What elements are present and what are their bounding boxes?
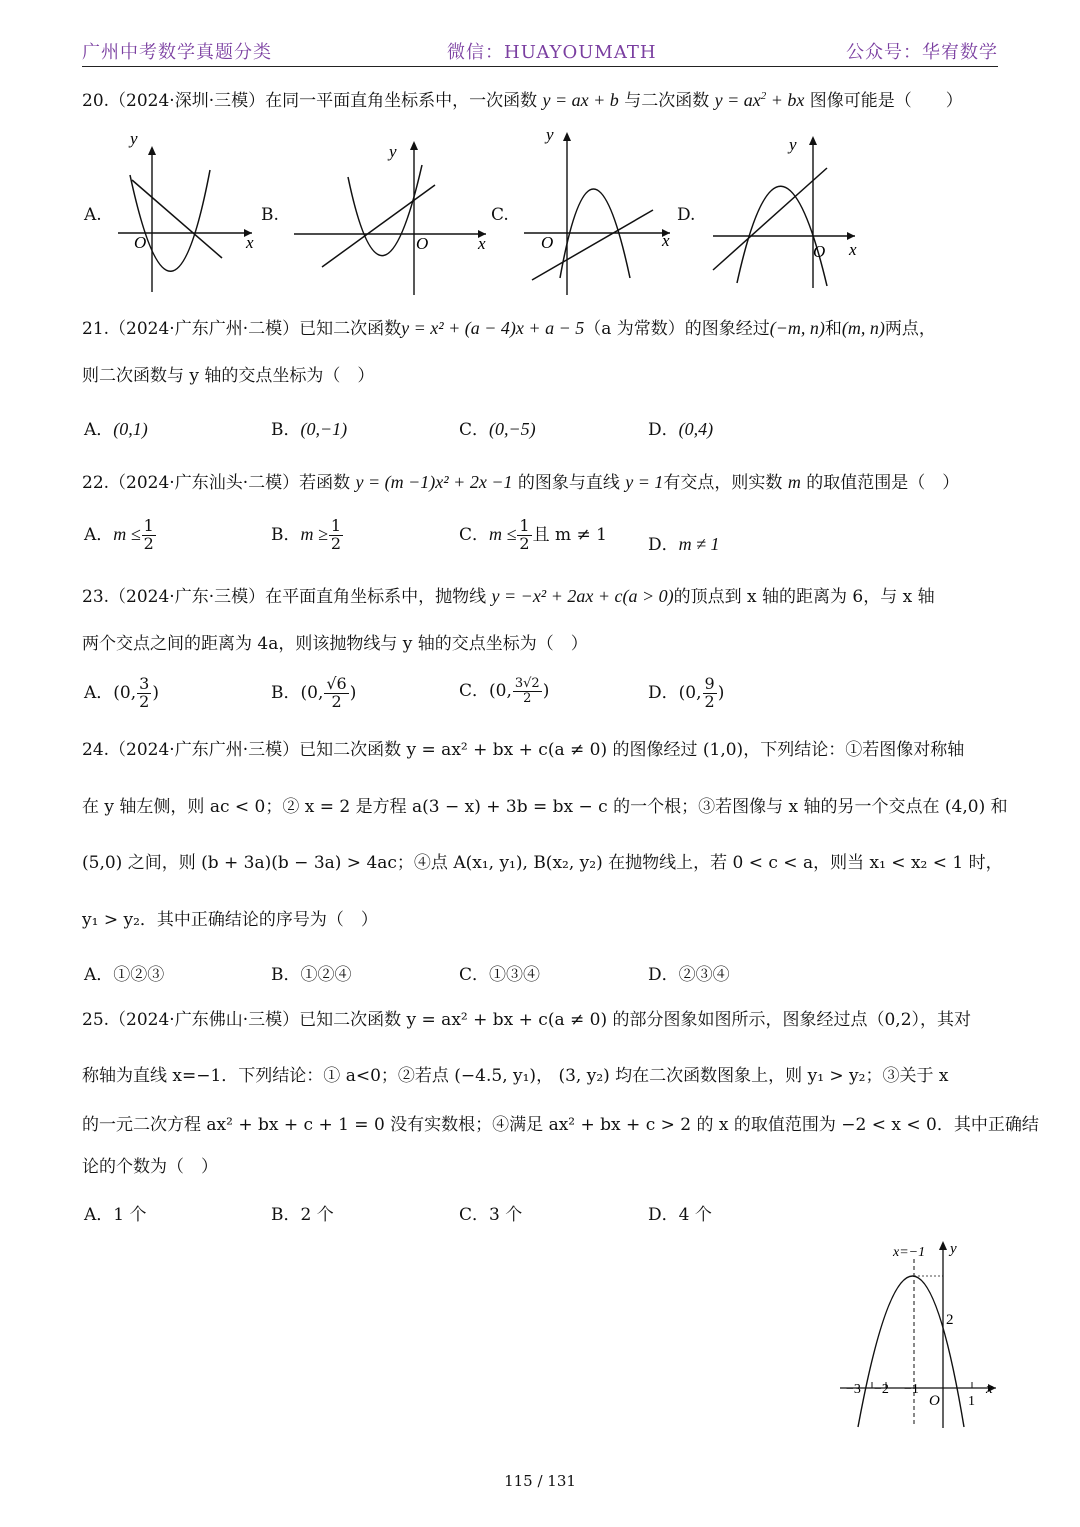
denominator: 2 — [330, 533, 342, 553]
origin-label: O — [134, 233, 147, 252]
option-prefix: (0, — [113, 682, 137, 703]
q25-parabola-figure — [836, 1235, 1006, 1430]
question-source: （2024·广东广州·三模） — [109, 740, 300, 760]
option-label: D． — [648, 1205, 679, 1225]
denominator: 2 — [139, 691, 150, 711]
q22-option-c[interactable] — [459, 518, 607, 553]
option-label: B． — [271, 1205, 301, 1225]
y-label: y — [546, 125, 554, 144]
question-number: 21. — [82, 319, 110, 339]
option-label: A． — [84, 1205, 114, 1225]
question-number: 20. — [82, 91, 110, 111]
denominator: 2 — [704, 691, 715, 711]
q22-option-a[interactable] — [84, 518, 157, 553]
x-label: x — [662, 231, 670, 250]
q23-option-a[interactable] — [84, 676, 159, 711]
question-20 — [82, 90, 998, 112]
fraction — [137, 676, 151, 711]
question-25 — [82, 1010, 998, 1030]
q20-option-b-label[interactable]: B. — [261, 205, 279, 225]
option-label: A． — [84, 965, 114, 985]
quadratic-expression: $y = ax^2$ + bx — [714, 90, 805, 110]
numerator: 1 — [519, 516, 530, 535]
denominator: 2 — [143, 533, 154, 553]
fraction — [517, 518, 531, 553]
option-label: C． — [459, 420, 490, 440]
question-24-line-3: (5,0) 之间，则 (b + 3a)(b − 3a) > 4ac；④点 A(x₁, y₁), B(x₂, y₂) 在抛物线上，若 0 < c < a，则当 x₁ < x₂ < 1 时， — [82, 853, 1003, 873]
option-label: A． — [84, 420, 114, 440]
linear-expression: y = ax + b — [542, 90, 619, 110]
question-text: 的图象与直线 — [517, 473, 620, 493]
q20-graph-c — [520, 120, 685, 300]
x-tick-label-neg2: −2 — [874, 1382, 889, 1397]
question-text: 已知二次函数 — [299, 319, 402, 339]
numerator: 1 — [143, 516, 154, 535]
y-label: y — [130, 129, 138, 148]
q20-graph-d — [705, 128, 875, 298]
x-label: x — [478, 234, 486, 253]
question-number: 22. — [82, 473, 110, 493]
y-label: y — [389, 142, 397, 161]
parabola — [858, 1276, 964, 1427]
option-prefix: (0, — [489, 681, 512, 701]
option-value: (0,1) — [113, 419, 148, 439]
question-text: 和 — [824, 319, 842, 339]
origin-label: O — [541, 233, 554, 252]
line — [713, 168, 827, 270]
question-source: （2024·广东佛山·三模） — [109, 1010, 300, 1030]
option-label: D． — [648, 420, 679, 440]
fraction — [324, 676, 348, 711]
question-text: 的顶点到 x 轴的距离为 6，与 x 轴 — [673, 587, 935, 607]
option-label: D． — [648, 682, 679, 703]
question-number: 24. — [82, 740, 110, 760]
option-label: D． — [648, 535, 679, 555]
option-prefix: (0, — [678, 682, 702, 703]
quad-base: y = ax — [714, 90, 761, 110]
option-label: A． — [84, 524, 114, 545]
denominator: 2 — [331, 691, 342, 711]
option-value: 3 个 — [489, 1205, 523, 1225]
option-label: C． — [459, 1205, 490, 1225]
option-label: B． — [271, 965, 301, 985]
y-axis-arrow — [148, 146, 156, 155]
origin-label: O — [929, 1393, 940, 1409]
numerator: 3 — [139, 674, 150, 693]
header-account: 公众号：华宥数学 — [846, 42, 998, 63]
fraction — [703, 676, 717, 711]
y-axis-arrow — [410, 141, 418, 150]
numerator: 9 — [704, 674, 715, 693]
option-suffix: 且 m ≠ 1 — [532, 524, 607, 545]
option-suffix: ) — [542, 681, 550, 701]
numerator: 1 — [330, 516, 342, 535]
option-label: C． — [459, 681, 490, 701]
option-value: 2 个 — [300, 1205, 334, 1225]
option-label: C． — [459, 524, 490, 545]
question-25-line-2: 称轴为直线 x=−1．下列结论：① a<0；②若点 (−4.5, y₁)， (3, y₂) 均在二次函数图象上，则 y₁ > y₂；③关于 x — [82, 1066, 949, 1086]
variable: m — [787, 472, 801, 492]
y-label: y — [950, 1241, 957, 1257]
option-label: B． — [271, 420, 301, 440]
option-prefix: (0, — [300, 682, 324, 703]
option-label: C． — [459, 965, 490, 985]
option-value: (0,4) — [678, 419, 714, 439]
quadratic-expression: y = x² + (a − 4)x + a − 5 — [401, 318, 585, 338]
question-source: （2024·广东汕头·二模） — [109, 473, 300, 493]
q21-option-d[interactable] — [648, 415, 713, 440]
x-tick-label-1: 1 — [968, 1394, 975, 1409]
page-header — [82, 36, 998, 67]
question-23-line-2: 两个交点之间的距离为 4a，则该抛物线与 y 轴的交点坐标为（ ） — [82, 634, 588, 654]
option-label: A． — [84, 682, 114, 703]
q21-option-c[interactable] — [459, 415, 536, 440]
question-22 — [82, 472, 998, 494]
q21-option-b[interactable] — [271, 415, 347, 440]
page-number: 115 / 131 — [504, 1472, 576, 1490]
question-24-line-4: y₁ > y₂．其中正确结论的序号为（ ） — [82, 910, 378, 930]
question-text: 已知二次函数 y = ax² + bx + c(a ≠ 0) 的图像经过 (1,0)，下列结论：①若图像对称轴 — [299, 740, 965, 760]
q23-option-b[interactable] — [271, 676, 356, 711]
q20-option-d-label[interactable]: D. — [677, 205, 696, 225]
q24-option-a[interactable] — [84, 960, 164, 985]
option-value: ①③④ — [489, 965, 541, 985]
question-24-line-2: 在 y 轴左侧，则 ac < 0；② x = 2 是方程 a(3 − x) + 3b = bx − c 的一个根；③若图像与 x 轴的另一个交点在 (4,0) 和 — [82, 797, 1008, 817]
option-prefix: m ≤ — [113, 523, 141, 544]
denominator: 2 — [523, 691, 532, 706]
numerator: 3√2 — [514, 676, 540, 692]
x-tick-label-neg3: −3 — [846, 1382, 861, 1397]
question-23 — [82, 586, 998, 608]
question-text: 在平面直角坐标系中，抛物线 — [265, 587, 487, 607]
q20-graph-b — [290, 135, 495, 300]
q20-option-a-label[interactable]: A. — [84, 205, 102, 225]
y-axis-arrow — [563, 132, 571, 141]
question-24 — [82, 740, 998, 760]
fraction — [329, 518, 343, 553]
y-axis-arrow — [939, 1241, 947, 1250]
y-axis-arrow — [809, 136, 817, 145]
question-text: 若函数 — [299, 473, 351, 493]
question-text: 图像可能是（ ） — [809, 91, 963, 111]
q24-option-c[interactable] — [459, 960, 540, 985]
header-wechat: 微信：HUAYOUMATH — [447, 42, 657, 63]
y-label: y — [789, 135, 797, 154]
question-text: 有交点，则实数 — [663, 473, 783, 493]
option-suffix: ) — [349, 682, 357, 703]
q23-option-c[interactable] — [459, 676, 549, 706]
option-value: m ≠ 1 — [678, 534, 720, 554]
option-value: (0,−1) — [300, 419, 348, 439]
symmetry-label: x=−1 — [893, 1245, 926, 1260]
point-1: (−m, n) — [769, 318, 825, 338]
x-axis-arrow — [847, 232, 855, 240]
line-expression: y = 1 — [625, 472, 664, 492]
parabola-expression: y = −x² + 2ax + c(a > 0) — [491, 586, 674, 606]
option-value: 1 个 — [113, 1205, 147, 1225]
q25-option-c[interactable] — [459, 1200, 522, 1225]
option-label: D． — [648, 965, 679, 985]
origin-label: O — [416, 234, 429, 253]
q22-option-b[interactable] — [271, 518, 344, 553]
parabola — [348, 165, 422, 256]
y-tick-2: 2 — [946, 1312, 954, 1328]
function-expression: y = (m −1)x² + 2x −1 — [355, 472, 513, 492]
question-text: 已知二次函数 y = ax² + bx + c(a ≠ 0) 的部分图象如图所示，图象经过点（0,2），其对 — [299, 1010, 972, 1030]
q23-option-d[interactable] — [648, 676, 724, 711]
q21-option-a[interactable] — [84, 415, 148, 440]
numerator: √6 — [326, 674, 347, 693]
x-label: x — [986, 1381, 993, 1397]
question-25-line-3: 的一元二次方程 ax² + bx + c + 1 = 0 没有实数根；④满足 ax² + bx + c > 2 的 x 的取值范围为 −2 < x < 0．其中正确结 — [82, 1115, 1039, 1135]
q25-option-a[interactable] — [84, 1200, 147, 1225]
denominator: 2 — [519, 533, 530, 553]
question-source: （2024·深圳·三模） — [109, 91, 266, 111]
question-21 — [82, 318, 998, 340]
q24-option-d[interactable] — [648, 960, 730, 985]
question-text: 在同一平面直角坐标系中，一次函数 — [265, 91, 538, 111]
question-number: 25. — [82, 1010, 110, 1030]
q20-option-c-label[interactable]: C. — [491, 205, 509, 225]
question-number: 23. — [82, 587, 110, 607]
question-text: （a 为常数）的图象经过 — [584, 319, 770, 339]
fraction — [142, 518, 156, 553]
question-text: 两点， — [884, 319, 936, 339]
option-value: ①②③ — [113, 965, 165, 985]
q25-option-b[interactable] — [271, 1200, 334, 1225]
option-suffix: ) — [717, 682, 725, 703]
quad-tail: + bx — [766, 90, 805, 110]
x-label: x — [246, 233, 254, 252]
question-25-line-4: 论的个数为（ ） — [82, 1157, 218, 1177]
question-source: （2024·广东·三模） — [109, 587, 266, 607]
x-tick-label-neg1: −1 — [904, 1382, 919, 1397]
option-suffix: ) — [152, 682, 159, 703]
q20-graph-a — [110, 120, 260, 300]
point-2: (m, n) — [841, 318, 885, 338]
x-label: x — [849, 240, 857, 259]
parabola — [130, 170, 210, 271]
question-text: 的取值范围是（ ） — [806, 473, 960, 493]
option-value: ②③④ — [678, 965, 730, 985]
option-prefix: m ≤ — [489, 523, 517, 544]
option-label: B． — [271, 524, 301, 545]
origin-label: O — [813, 242, 826, 261]
header-left: 广州中考数学真题分类 — [82, 42, 272, 63]
option-value: ①②④ — [300, 965, 352, 985]
question-21-line-2: 则二次函数与 y 轴的交点坐标为（ ） — [82, 366, 375, 386]
question-source: （2024·广东广州·二模） — [109, 319, 300, 339]
q22-option-d[interactable] — [648, 530, 720, 555]
option-label: B． — [271, 682, 301, 703]
q24-option-b[interactable] — [271, 960, 352, 985]
q25-option-d[interactable] — [648, 1200, 712, 1225]
question-text: 与二次函数 — [624, 91, 710, 111]
option-prefix: m ≥ — [300, 523, 328, 544]
option-value: 4 个 — [678, 1205, 712, 1225]
option-value: (0,−5) — [489, 419, 536, 439]
fraction — [513, 677, 542, 705]
